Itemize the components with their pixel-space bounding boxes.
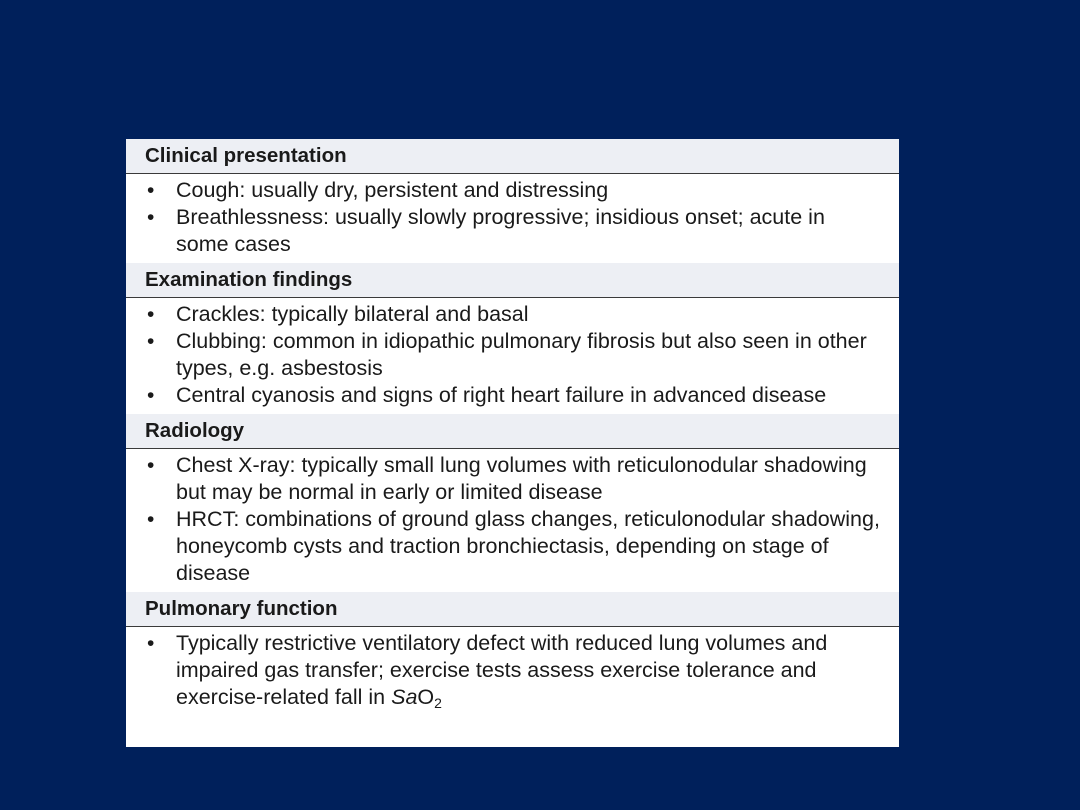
section-header: Examination findings — [126, 263, 899, 298]
section-header: Radiology — [126, 414, 899, 449]
bullet-item — [145, 630, 899, 717]
bullet-list — [145, 301, 899, 409]
section-body — [126, 298, 899, 414]
bullet-item: • HRCT: combinations of ground glass changes, reticulonodular shadowing, honeycomb cysts and traction bronchiectasis, depending on stage of disease — [145, 506, 899, 587]
section-clinical-presentation — [126, 139, 899, 263]
section-pulmonary-function — [126, 592, 899, 722]
bullet-item: • Chest X-ray: typically small lung volumes with reticulonodular shadowing but may be normal in early or limited disease — [145, 452, 899, 506]
sao2-italic: Sa — [391, 685, 418, 709]
sao2-subscript: 2 — [434, 695, 442, 711]
section-body — [126, 627, 899, 722]
bullet-list — [145, 630, 899, 717]
section-header: Clinical presentation — [126, 139, 899, 174]
bullet-text: Typically restrictive ventilatory defect with reduced lung volumes and impaired gas transfer; exercise tests assess exercise tolerance and exercise-related fall in — [176, 631, 828, 709]
sao2-plain: O — [417, 685, 435, 709]
bullet-item: • Central cyanosis and signs of right heart failure in advanced disease — [145, 382, 899, 409]
section-examination-findings — [126, 263, 899, 414]
section-radiology — [126, 414, 899, 592]
bullet-list — [145, 177, 899, 258]
bullet-item: • Crackles: typically bilateral and basal — [145, 301, 899, 328]
section-body — [126, 449, 899, 592]
section-body — [126, 174, 899, 263]
bullet-item: • Clubbing: common in idiopathic pulmonary fibrosis but also seen in other types, e.g. asbestosis — [145, 328, 899, 382]
clinical-features-table — [126, 139, 899, 747]
bullet-item: • Cough: usually dry, persistent and distressing — [145, 177, 899, 204]
section-header: Pulmonary function — [126, 592, 899, 627]
bullet-item: • Breathlessness: usually slowly progressive; insidious onset; acute in some cases — [145, 204, 899, 258]
bullet-list — [145, 452, 899, 587]
